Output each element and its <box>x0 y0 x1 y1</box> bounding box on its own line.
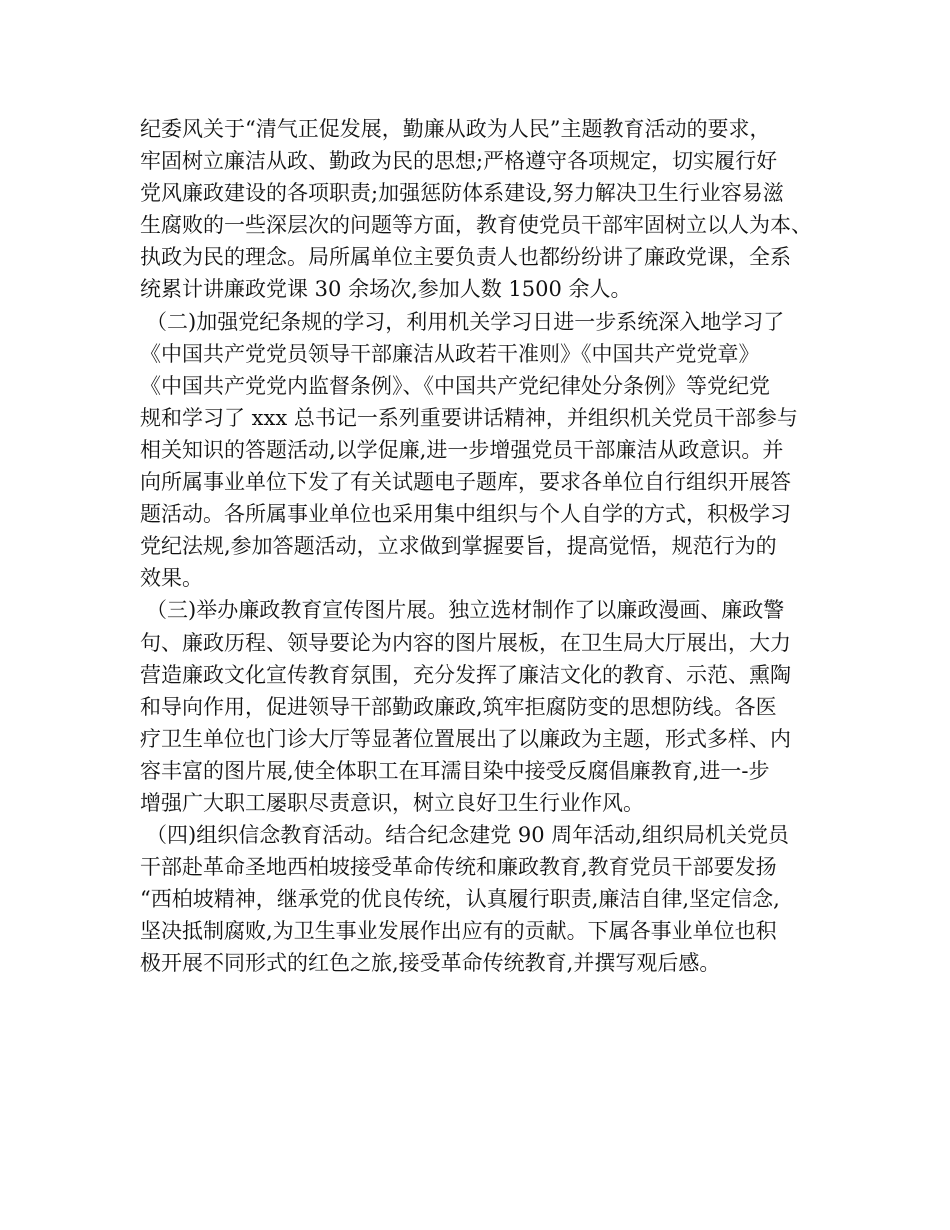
document-body <box>140 113 820 980</box>
paragraph-2-heading-line: （二)加强党纪条规的学习，利用机关学习日进一步系统深入地学习了 <box>146 309 785 334</box>
text-line: “西柏坡精神，继承党的优良传统，认真履行职责,廉洁自律,坚定信念, <box>140 887 780 912</box>
text-line: 干部赴革命圣地西柏坡接受革命传统和廉政教育,教育党员干部要发扬 <box>140 855 777 880</box>
text-line: 规和学习了 xxx 总书记一系列重要讲话精神，并组织机关党员干部参与 <box>140 405 798 430</box>
paragraph-4-heading-line: （四)组织信念教育活动。结合纪念建党 90 周年活动,组织局机关党员 <box>146 823 789 848</box>
text-line: 句、廉政历程、领导要论为内容的图片展板，在卫生局大厅展出，大力 <box>140 630 791 655</box>
text-line: 极开展不同形式的红色之旅,接受革命传统教育,并撰写观后感。 <box>140 951 721 976</box>
text-line: 题活动。各所属事业单位也采用集中组织与个人自学的方式，积极学习 <box>140 502 791 527</box>
text-line: 容丰富的图片展,使全体职工在耳濡目染中接受反腐倡廉教育,进一-步 <box>140 758 770 783</box>
text-line: 向所属事业单位下发了有关试题电子题库，要求各单位自行组织开展答 <box>140 470 791 495</box>
text-line: 相关知识的答题活动,以学促廉,进一步增强党员干部廉洁从政意识。并 <box>140 437 784 462</box>
text-line: 效果。 <box>140 566 203 591</box>
text-line: 纪委风关于“清气正促发展，勤廉从政为人民”主题教育活动的要求， <box>140 117 771 141</box>
text-line: 和导向作用，促进领导干部勤政廉政,筑牢拒腐防变的思想防线。各医 <box>140 694 777 719</box>
text-line: 营造廉政文化宣传教育氛围，充分发挥了廉洁文化的教育、示范、熏陶 <box>140 662 791 687</box>
text-line: 牢固树立廉洁从政、勤政为民的思想;严格遵守各项规定，切实履行好 <box>140 149 778 174</box>
text-line: 《中国共产党党内监督条例》、《中国共产党纪律处分条例》等党纪党 <box>140 373 770 398</box>
text-line: 增强广大职工屡职尽责意识，树立良好卫生行业作风。 <box>140 790 644 815</box>
text-line: 执政为民的理念。局所属单位主要负责人也都纷纷讲了廉政党课，全系 <box>140 245 791 270</box>
paragraph-3-heading-line: （三)举办廉政教育宣传图片展。独立选材制作了以廉政漫画、廉政警 <box>146 598 785 623</box>
text-line: 坚决抵制腐败,为卫生事业发展作出应有的贡献。下属各事业单位也积 <box>140 919 777 944</box>
text-line: 生腐败的一些深层次的问题等方面，教育使党员干部牢固树立以人为本、 <box>140 213 812 238</box>
text-line: 《中国共产党党员领导干部廉洁从政若干准则》《中国共产党党章》 <box>140 341 760 366</box>
text-line: 疗卫生单位也门诊大厅等显著位置展出了以廉政为主题，形式多样、内 <box>140 726 791 751</box>
text-line: 统累计讲廉政党课 30 余场次,参加人数 1500 余人。 <box>140 277 632 302</box>
text-line: 党纪法规,参加答题活动，立求做到掌握要旨，提高觉悟，规范行为的 <box>140 534 777 559</box>
text-line: 党风廉政建设的各项职责;加强惩防体系建设,努力解决卫生行业容易滋 <box>140 181 784 206</box>
